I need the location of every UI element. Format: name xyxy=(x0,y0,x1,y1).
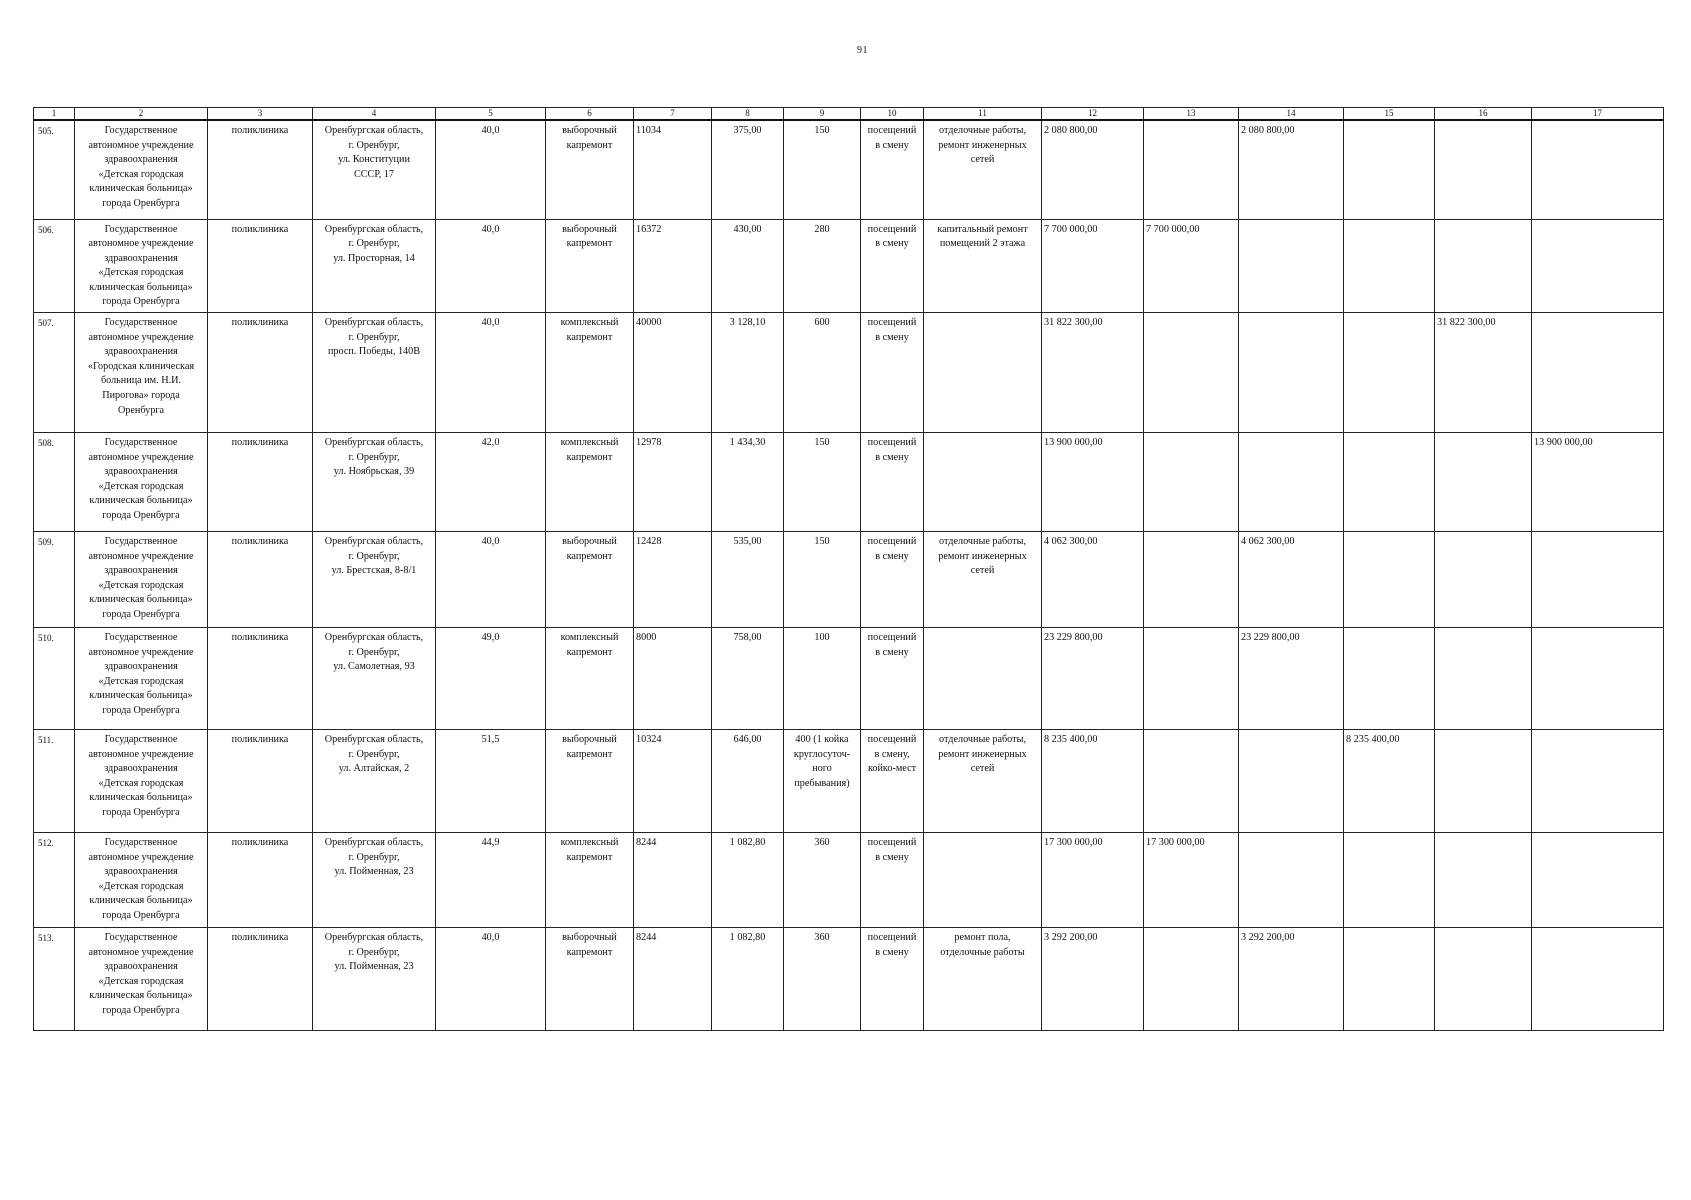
cell-cost-col-17 xyxy=(1532,433,1664,532)
facility-type-text: поликлиника xyxy=(231,536,289,548)
cell-cost-col-17 xyxy=(1532,532,1664,628)
col-header-6: 6 xyxy=(546,108,634,121)
facility-type-text: поликлиника xyxy=(231,632,289,644)
cell-cost-col-14 xyxy=(1239,433,1344,532)
total-cost-text: 23 229 800,00 xyxy=(1044,632,1103,644)
cell-institution-name xyxy=(75,219,208,313)
total-cost-text: 17 300 000,00 xyxy=(1044,837,1103,849)
cell-row-number xyxy=(34,928,75,1031)
cell-building-area xyxy=(634,532,712,628)
cell-building-wear-percent xyxy=(436,928,546,1031)
repair-type-text: комплексный капремонт xyxy=(560,317,619,343)
cell-facility-address xyxy=(313,433,436,532)
cell-repair-area xyxy=(712,628,784,730)
col-header-10: 10 xyxy=(861,108,924,121)
cell-total-cost xyxy=(1042,730,1144,833)
cell-repair-type xyxy=(546,433,634,532)
cell-cost-col-13 xyxy=(1144,433,1239,532)
capacity-value-text: 100 xyxy=(814,632,830,644)
cell-building-wear-percent xyxy=(436,532,546,628)
col-header-2: 2 xyxy=(75,108,208,121)
row-number-text: 505. xyxy=(38,126,54,136)
cell-facility-address xyxy=(313,219,436,313)
repair-area-text: 375,00 xyxy=(733,125,762,136)
cell-building-area xyxy=(634,433,712,532)
work-description-text: ремонт пола, отделочные работы xyxy=(940,932,1025,958)
cell-cost-col-15 xyxy=(1344,928,1435,1031)
institution-name-text: Государственное автономное учреждение здравоохранения «Детская городская клиническая больница» города Оренбурга xyxy=(88,632,194,717)
cell-row-number xyxy=(34,313,75,433)
capacity-value-text: 150 xyxy=(814,125,830,136)
table-row xyxy=(34,433,1664,532)
cell-cost-col-13 xyxy=(1144,833,1239,928)
cell-cost-col-13 xyxy=(1144,628,1239,730)
page-number: 91 xyxy=(857,45,868,56)
col-header-15: 15 xyxy=(1344,108,1435,121)
capacity-value-text: 600 xyxy=(814,317,830,329)
facility-type-text: поликлиника xyxy=(231,932,289,944)
building-wear-percent-text: 51,5 xyxy=(481,734,500,746)
repair-type-text: комплексный капремонт xyxy=(560,632,619,658)
facility-type-text: поликлиника xyxy=(231,437,289,449)
cell-work-description xyxy=(924,730,1042,833)
cell-cost-col-17 xyxy=(1532,730,1664,833)
cell-cost-col-14 xyxy=(1239,120,1344,219)
cell-repair-type xyxy=(546,313,634,433)
capacity-unit-text: посещений в смену xyxy=(867,536,917,562)
cell-institution-name xyxy=(75,120,208,219)
cost-col-14-text: 23 229 800,00 xyxy=(1241,632,1300,644)
facility-address-text: Оренбургская область, г. Оренбург, ул. Брестская, 8-8/1 xyxy=(324,536,424,577)
table-row xyxy=(34,628,1664,730)
facility-type-text: поликлиника xyxy=(231,317,289,329)
cell-building-area xyxy=(634,313,712,433)
row-number-text: 507. xyxy=(38,318,54,329)
institution-name-text: Государственное автономное учреждение здравоохранения «Детская городская клиническая больница» города Оренбурга xyxy=(88,125,194,209)
cell-cost-col-16 xyxy=(1435,433,1532,532)
col-header-3: 3 xyxy=(208,108,313,121)
cell-institution-name xyxy=(75,928,208,1031)
institution-name-text: Государственное автономное учреждение здравоохранения «Детская городская клиническая больница» города Оренбурга xyxy=(88,223,194,308)
cell-work-description xyxy=(924,628,1042,730)
total-cost-text: 3 292 200,00 xyxy=(1044,932,1098,944)
cell-capacity-unit xyxy=(861,313,924,433)
total-cost-text: 31 822 300,00 xyxy=(1044,317,1103,329)
row-number-text: 509. xyxy=(38,537,54,548)
cell-facility-address xyxy=(313,532,436,628)
cell-facility-type xyxy=(208,928,313,1031)
cell-cost-col-15 xyxy=(1344,219,1435,313)
cell-facility-type xyxy=(208,730,313,833)
cell-capacity-value xyxy=(784,313,861,433)
building-area-text: 12978 xyxy=(636,437,662,449)
cell-repair-area xyxy=(712,313,784,433)
cell-repair-type xyxy=(546,833,634,928)
cell-cost-col-16 xyxy=(1435,219,1532,313)
cell-building-wear-percent xyxy=(436,433,546,532)
cell-cost-col-16 xyxy=(1435,730,1532,833)
cell-cost-col-13 xyxy=(1144,219,1239,313)
cell-building-wear-percent xyxy=(436,628,546,730)
cell-capacity-unit xyxy=(861,628,924,730)
cell-building-wear-percent xyxy=(436,219,546,313)
repair-type-text: комплексный капремонт xyxy=(560,437,619,463)
col-header-1: 1 xyxy=(34,108,75,121)
table-row xyxy=(34,833,1664,928)
col-header-16: 16 xyxy=(1435,108,1532,121)
repair-type-text: выборочный капремонт xyxy=(562,734,617,760)
cell-cost-col-17 xyxy=(1532,833,1664,928)
cell-repair-area xyxy=(712,730,784,833)
cell-cost-col-15 xyxy=(1344,433,1435,532)
cell-repair-type xyxy=(546,730,634,833)
cell-building-wear-percent xyxy=(436,120,546,219)
cell-building-area xyxy=(634,833,712,928)
building-wear-percent-text: 40,0 xyxy=(481,932,500,944)
cell-capacity-value xyxy=(784,532,861,628)
total-cost-text: 13 900 000,00 xyxy=(1044,437,1103,449)
cell-cost-col-17 xyxy=(1532,928,1664,1031)
building-area-text: 16372 xyxy=(636,223,662,235)
row-number-text: 508. xyxy=(38,438,54,449)
cell-capacity-unit xyxy=(861,120,924,219)
capacity-unit-text: посещений в смену xyxy=(867,317,917,343)
institution-name-text: Государственное автономное учреждение здравоохранения «Детская городская клиническая больница» города Оренбурга xyxy=(88,837,194,922)
cell-capacity-value xyxy=(784,833,861,928)
cell-cost-col-17 xyxy=(1532,628,1664,730)
cell-building-wear-percent xyxy=(436,833,546,928)
building-wear-percent-text: 40,0 xyxy=(481,536,500,548)
cell-building-wear-percent xyxy=(436,313,546,433)
repair-type-text: выборочный капремонт xyxy=(562,223,617,250)
repair-type-text: выборочный капремонт xyxy=(562,932,617,958)
cell-cost-col-14 xyxy=(1239,532,1344,628)
cell-cost-col-14 xyxy=(1239,219,1344,313)
cell-cost-col-13 xyxy=(1144,928,1239,1031)
cell-facility-address xyxy=(313,833,436,928)
cell-capacity-unit xyxy=(861,532,924,628)
capacity-value-text: 280 xyxy=(814,223,830,235)
facility-type-text: поликлиника xyxy=(231,734,289,746)
cell-repair-area xyxy=(712,120,784,219)
building-wear-percent-text: 40,0 xyxy=(481,125,500,136)
capacity-unit-text: посещений в смену xyxy=(867,437,917,463)
cell-cost-col-13 xyxy=(1144,120,1239,219)
cell-facility-type xyxy=(208,120,313,219)
repair-area-text: 1 082,80 xyxy=(729,932,766,944)
cell-repair-type xyxy=(546,928,634,1031)
cell-facility-address xyxy=(313,313,436,433)
building-wear-percent-text: 44,9 xyxy=(481,837,500,849)
capacity-value-text: 360 xyxy=(814,837,830,849)
cell-row-number xyxy=(34,730,75,833)
cell-repair-area xyxy=(712,928,784,1031)
cell-row-number xyxy=(34,628,75,730)
row-number-text: 510. xyxy=(38,633,54,644)
facility-address-text: Оренбургская область, г. Оренбург, ул. Пойменная, 23 xyxy=(324,837,424,878)
repair-type-text: выборочный капремонт xyxy=(562,536,617,562)
column-number-row xyxy=(34,108,1664,121)
table-row xyxy=(34,928,1664,1031)
cell-cost-col-14 xyxy=(1239,833,1344,928)
cell-capacity-unit xyxy=(861,730,924,833)
building-area-text: 11034 xyxy=(636,125,662,136)
cell-cost-col-16 xyxy=(1435,928,1532,1031)
cell-repair-area xyxy=(712,833,784,928)
cost-col-14-text: 3 292 200,00 xyxy=(1241,932,1295,944)
institution-name-text: Государственное автономное учреждение здравоохранения «Городская клиническая больница им. Н.И. Пирогова» города Оренбурга xyxy=(87,317,195,416)
cell-building-area xyxy=(634,730,712,833)
cell-facility-address xyxy=(313,120,436,219)
cost-col-14-text: 4 062 300,00 xyxy=(1241,536,1295,548)
building-wear-percent-text: 42,0 xyxy=(481,437,500,449)
cell-building-area xyxy=(634,219,712,313)
cell-cost-col-16 xyxy=(1435,833,1532,928)
cell-work-description xyxy=(924,532,1042,628)
cell-capacity-value xyxy=(784,928,861,1031)
building-area-text: 8244 xyxy=(636,932,657,944)
cell-building-wear-percent xyxy=(436,730,546,833)
cell-work-description xyxy=(924,833,1042,928)
cell-institution-name xyxy=(75,628,208,730)
cost-col-13-text: 17 300 000,00 xyxy=(1146,837,1205,849)
cell-capacity-unit xyxy=(861,433,924,532)
repair-area-text: 758,00 xyxy=(733,632,762,644)
building-wear-percent-text: 40,0 xyxy=(481,223,500,235)
cost-col-17-text: 13 900 000,00 xyxy=(1534,437,1593,449)
facility-address-text: Оренбургская область, г. Оренбург, ул. Самолетная, 93 xyxy=(324,632,424,673)
cell-institution-name xyxy=(75,433,208,532)
row-number-text: 506. xyxy=(38,224,54,235)
cell-total-cost xyxy=(1042,532,1144,628)
col-header-7: 7 xyxy=(634,108,712,121)
cost-col-15-text: 8 235 400,00 xyxy=(1346,734,1400,746)
cell-cost-col-16 xyxy=(1435,120,1532,219)
cell-institution-name xyxy=(75,532,208,628)
building-area-text: 10324 xyxy=(636,734,662,746)
table-row xyxy=(34,120,1664,219)
cell-work-description xyxy=(924,928,1042,1031)
cell-capacity-unit xyxy=(861,833,924,928)
cell-row-number xyxy=(34,433,75,532)
institution-name-text: Государственное автономное учреждение здравоохранения «Детская городская клиническая больница» города Оренбурга xyxy=(88,932,194,1017)
cell-work-description xyxy=(924,120,1042,219)
cell-total-cost xyxy=(1042,120,1144,219)
cell-total-cost xyxy=(1042,433,1144,532)
cell-total-cost xyxy=(1042,628,1144,730)
total-cost-text: 2 080 800,00 xyxy=(1044,125,1098,136)
cell-repair-type xyxy=(546,120,634,219)
repair-area-text: 1 082,80 xyxy=(729,837,766,849)
cell-repair-type xyxy=(546,219,634,313)
building-area-text: 8244 xyxy=(636,837,657,849)
capacity-unit-text: посещений в смену xyxy=(867,932,917,958)
capacity-value-text: 150 xyxy=(814,536,830,548)
facility-address-text: Оренбургская область, г. Оренбург, просп. Победы, 140В xyxy=(324,317,424,358)
building-area-text: 8000 xyxy=(636,632,657,644)
col-header-4: 4 xyxy=(313,108,436,121)
total-cost-text: 7 700 000,00 xyxy=(1044,223,1098,235)
cell-capacity-value xyxy=(784,628,861,730)
total-cost-text: 8 235 400,00 xyxy=(1044,734,1098,746)
facility-type-text: поликлиника xyxy=(231,125,289,136)
repair-area-text: 430,00 xyxy=(733,223,762,235)
institution-name-text: Государственное автономное учреждение здравоохранения «Детская городская клиническая больница» города Оренбурга xyxy=(88,734,194,819)
cell-institution-name xyxy=(75,730,208,833)
cell-cost-col-13 xyxy=(1144,532,1239,628)
cell-repair-area xyxy=(712,433,784,532)
cell-cost-col-15 xyxy=(1344,532,1435,628)
building-area-text: 40000 xyxy=(636,317,662,329)
table-row xyxy=(34,730,1664,833)
cell-cost-col-16 xyxy=(1435,313,1532,433)
cell-cost-col-16 xyxy=(1435,532,1532,628)
cell-work-description xyxy=(924,219,1042,313)
cell-cost-col-15 xyxy=(1344,313,1435,433)
table-row xyxy=(34,219,1664,313)
cell-row-number xyxy=(34,532,75,628)
cell-row-number xyxy=(34,120,75,219)
row-number-text: 513. xyxy=(38,933,54,944)
cell-capacity-unit xyxy=(861,928,924,1031)
cost-col-13-text: 7 700 000,00 xyxy=(1146,223,1200,235)
work-description-text: капитальный ремонт помещений 2 этажа xyxy=(937,223,1028,250)
row-number-text: 511. xyxy=(38,735,54,746)
capital-repair-table xyxy=(33,107,1664,1031)
cell-institution-name xyxy=(75,313,208,433)
col-header-9: 9 xyxy=(784,108,861,121)
cell-facility-type xyxy=(208,628,313,730)
cell-cost-col-14 xyxy=(1239,730,1344,833)
capacity-value-text: 360 xyxy=(814,932,830,944)
cell-capacity-value xyxy=(784,433,861,532)
repair-type-text: выборочный капремонт xyxy=(562,125,617,151)
capacity-unit-text: посещений в смену xyxy=(867,223,917,250)
cell-cost-col-17 xyxy=(1532,313,1664,433)
facility-address-text: Оренбургская область, г. Оренбург, ул. Ноябрьская, 39 xyxy=(324,437,424,478)
cell-cost-col-15 xyxy=(1344,120,1435,219)
cell-total-cost xyxy=(1042,313,1144,433)
institution-name-text: Государственное автономное учреждение здравоохранения «Детская городская клиническая больница» города Оренбурга xyxy=(88,536,194,621)
capacity-unit-text: посещений в смену xyxy=(867,632,917,658)
cell-repair-area xyxy=(712,532,784,628)
row-number-text: 512. xyxy=(38,838,54,849)
cell-capacity-unit xyxy=(861,219,924,313)
facility-address-text: Оренбургская область, г. Оренбург, ул. Алтайская, 2 xyxy=(324,734,424,775)
cell-capacity-value xyxy=(784,120,861,219)
capacity-unit-text: посещений в смену, койко-мест xyxy=(867,734,917,775)
total-cost-text: 4 062 300,00 xyxy=(1044,536,1098,548)
cell-repair-type xyxy=(546,628,634,730)
cell-institution-name xyxy=(75,833,208,928)
col-header-17: 17 xyxy=(1532,108,1664,121)
cell-building-area xyxy=(634,928,712,1031)
cell-cost-col-14 xyxy=(1239,928,1344,1031)
cell-facility-type xyxy=(208,833,313,928)
col-header-12: 12 xyxy=(1042,108,1144,121)
capacity-unit-text: посещений в смену xyxy=(867,125,917,151)
repair-area-text: 1 434,30 xyxy=(729,437,766,449)
repair-area-text: 646,00 xyxy=(733,734,762,746)
cell-cost-col-14 xyxy=(1239,313,1344,433)
cell-repair-type xyxy=(546,532,634,628)
cell-facility-type xyxy=(208,532,313,628)
cell-total-cost xyxy=(1042,219,1144,313)
col-header-14: 14 xyxy=(1239,108,1344,121)
cell-work-description xyxy=(924,313,1042,433)
cell-building-area xyxy=(634,120,712,219)
cell-capacity-value xyxy=(784,730,861,833)
building-wear-percent-text: 49,0 xyxy=(481,632,500,644)
col-header-11: 11 xyxy=(924,108,1042,121)
cell-row-number xyxy=(34,219,75,313)
cell-facility-address xyxy=(313,730,436,833)
cell-facility-type xyxy=(208,219,313,313)
col-header-8: 8 xyxy=(712,108,784,121)
cell-cost-col-15 xyxy=(1344,833,1435,928)
cell-facility-address xyxy=(313,928,436,1031)
cell-repair-area xyxy=(712,219,784,313)
capacity-value-text: 150 xyxy=(814,437,830,449)
repair-type-text: комплексный капремонт xyxy=(560,837,619,863)
cell-cost-col-17 xyxy=(1532,219,1664,313)
repair-area-text: 535,00 xyxy=(733,536,762,548)
table-row xyxy=(34,313,1664,433)
capacity-value-text: 400 (1 койка круглосуточ- ного пребывания) xyxy=(793,734,851,789)
cell-facility-address xyxy=(313,628,436,730)
cell-cost-col-15 xyxy=(1344,730,1435,833)
facility-type-text: поликлиника xyxy=(231,223,289,235)
repair-area-text: 3 128,10 xyxy=(729,317,766,329)
cell-capacity-value xyxy=(784,219,861,313)
cell-work-description xyxy=(924,433,1042,532)
cell-cost-col-14 xyxy=(1239,628,1344,730)
col-header-13: 13 xyxy=(1144,108,1239,121)
facility-address-text: Оренбургская область, г. Оренбург, ул. Пойменная, 23 xyxy=(324,932,424,973)
capacity-unit-text: посещений в смену xyxy=(867,837,917,863)
cell-facility-type xyxy=(208,313,313,433)
building-area-text: 12428 xyxy=(636,536,662,548)
facility-type-text: поликлиника xyxy=(231,837,289,849)
cell-total-cost xyxy=(1042,928,1144,1031)
cell-total-cost xyxy=(1042,833,1144,928)
work-description-text: отделочные работы, ремонт инженерных сетей xyxy=(938,125,1027,166)
cell-row-number xyxy=(34,833,75,928)
facility-address-text: Оренбургская область, г. Оренбург, ул. Конституции СССР, 17 xyxy=(324,125,424,180)
cell-building-area xyxy=(634,628,712,730)
institution-name-text: Государственное автономное учреждение здравоохранения «Детская городская клиническая больница» города Оренбурга xyxy=(88,437,194,522)
facility-address-text: Оренбургская область, г. Оренбург, ул. Просторная, 14 xyxy=(324,223,424,264)
cell-cost-col-13 xyxy=(1144,313,1239,433)
cell-facility-type xyxy=(208,433,313,532)
cost-col-16-text: 31 822 300,00 xyxy=(1437,317,1496,329)
table-row xyxy=(34,532,1664,628)
cell-cost-col-13 xyxy=(1144,730,1239,833)
work-description-text: отделочные работы, ремонт инженерных сетей xyxy=(938,734,1027,775)
building-wear-percent-text: 40,0 xyxy=(481,317,500,329)
cost-col-14-text: 2 080 800,00 xyxy=(1241,125,1295,136)
cell-cost-col-16 xyxy=(1435,628,1532,730)
col-header-5: 5 xyxy=(436,108,546,121)
cell-cost-col-17 xyxy=(1532,120,1664,219)
work-description-text: отделочные работы, ремонт инженерных сетей xyxy=(938,536,1027,577)
cell-cost-col-15 xyxy=(1344,628,1435,730)
